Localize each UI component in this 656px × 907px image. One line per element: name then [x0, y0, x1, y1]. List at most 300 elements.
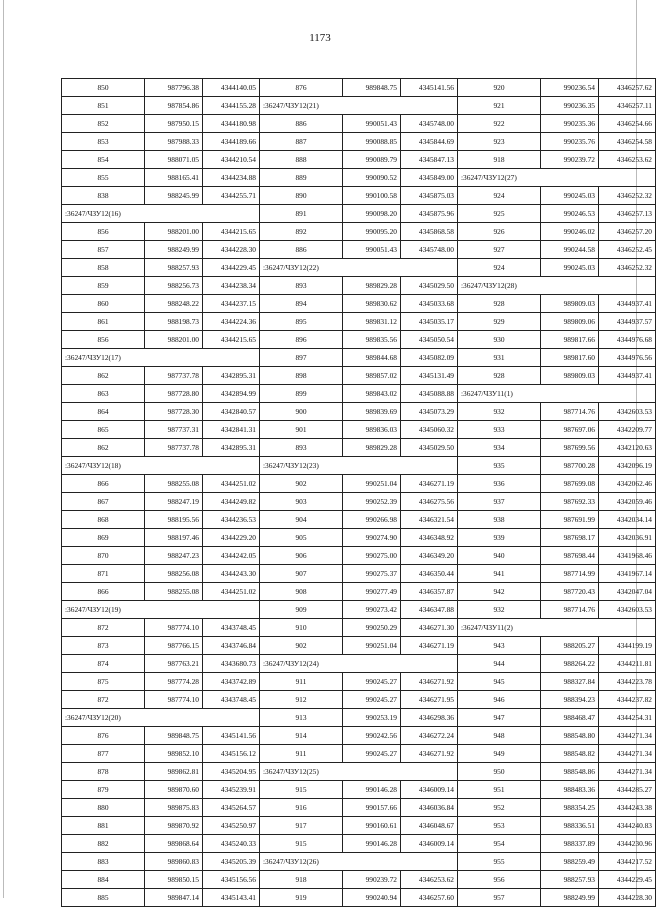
y-coordinate-cell: 4344251.02 — [203, 475, 260, 493]
x-coordinate-cell: 990235.36 — [541, 115, 599, 133]
point-number-cell: 918 — [458, 151, 541, 169]
y-coordinate-cell: 4341967.14 — [599, 565, 656, 583]
point-number-cell: 919 — [260, 889, 343, 907]
x-coordinate-cell: 990236.35 — [541, 97, 599, 115]
x-coordinate-cell: 990239.72 — [343, 871, 401, 889]
parcel-header-cell: :36247/ЧЗУ12(27) — [458, 169, 656, 187]
y-coordinate-cell: 4346348.92 — [401, 529, 458, 547]
x-coordinate-cell: 990275.00 — [343, 547, 401, 565]
point-number-cell: 944 — [458, 655, 541, 673]
point-number-cell: 923 — [458, 133, 541, 151]
y-coordinate-cell: 4345868.58 — [401, 223, 458, 241]
y-coordinate-cell: 4345029.50 — [401, 277, 458, 295]
y-coordinate-cell: 4344140.05 — [203, 79, 260, 97]
x-coordinate-cell: 989817.66 — [541, 331, 599, 349]
point-number-cell: 862 — [62, 367, 145, 385]
x-coordinate-cell: 988247.23 — [145, 547, 203, 565]
x-coordinate-cell: 987766.15 — [145, 637, 203, 655]
x-coordinate-cell: 988197.46 — [145, 529, 203, 547]
x-coordinate-cell: 989857.02 — [343, 367, 401, 385]
x-coordinate-cell: 990242.56 — [343, 727, 401, 745]
x-coordinate-cell: 990157.66 — [343, 799, 401, 817]
y-coordinate-cell: 4346271.95 — [401, 691, 458, 709]
y-coordinate-cell: 4345156.12 — [203, 745, 260, 763]
y-coordinate-cell: 4344285.27 — [599, 781, 656, 799]
y-coordinate-cell: 4342036.91 — [599, 529, 656, 547]
x-coordinate-cell: 988201.00 — [145, 331, 203, 349]
point-number-cell: 924 — [458, 259, 541, 277]
point-number-cell: 956 — [458, 871, 541, 889]
x-coordinate-cell: 990146.28 — [343, 781, 401, 799]
y-coordinate-cell: 4344251.02 — [203, 583, 260, 601]
point-number-cell: 857 — [62, 241, 145, 259]
y-coordinate-cell: 4346298.36 — [401, 709, 458, 727]
table-row — [62, 79, 656, 97]
point-number-cell: 863 — [62, 385, 145, 403]
y-coordinate-cell: 4344976.68 — [599, 331, 656, 349]
x-coordinate-cell: 988468.47 — [541, 709, 599, 727]
point-number-cell: 871 — [62, 565, 145, 583]
x-coordinate-cell: 987714.76 — [541, 403, 599, 421]
point-number-cell: 910 — [260, 619, 343, 637]
x-coordinate-cell: 988548.80 — [541, 727, 599, 745]
y-coordinate-cell: 4345143.41 — [203, 889, 260, 907]
x-coordinate-cell: 988264.22 — [541, 655, 599, 673]
table-row — [62, 187, 656, 205]
point-number-cell: 931 — [458, 349, 541, 367]
point-number-cell: 945 — [458, 673, 541, 691]
parcel-header-cell: :36247/ЧЗУ12(23) — [260, 457, 458, 475]
x-coordinate-cell: 990266.98 — [343, 511, 401, 529]
y-coordinate-cell: 4344243.30 — [203, 565, 260, 583]
y-coordinate-cell: 4344223.78 — [599, 673, 656, 691]
x-coordinate-cell: 989809.03 — [541, 367, 599, 385]
point-number-cell: 915 — [260, 835, 343, 853]
y-coordinate-cell: 4346357.87 — [401, 583, 458, 601]
y-coordinate-cell: 4344234.88 — [203, 169, 260, 187]
parcel-header-cell: :36247/ЧЗУ12(28) — [458, 277, 656, 295]
x-coordinate-cell: 987699.08 — [541, 475, 599, 493]
point-number-cell: 896 — [260, 331, 343, 349]
x-coordinate-cell: 990088.85 — [343, 133, 401, 151]
table-row — [62, 475, 656, 493]
point-number-cell: 922 — [458, 115, 541, 133]
point-number-cell: 886 — [260, 115, 343, 133]
x-coordinate-cell: 988336.51 — [541, 817, 599, 835]
y-coordinate-cell: 4344237.82 — [599, 691, 656, 709]
x-coordinate-cell: 987763.21 — [145, 655, 203, 673]
x-coordinate-cell: 989836.03 — [343, 421, 401, 439]
point-number-cell: 899 — [260, 385, 343, 403]
point-number-cell: 869 — [62, 529, 145, 547]
x-coordinate-cell: 990244.58 — [541, 241, 599, 259]
point-number-cell: 881 — [62, 817, 145, 835]
y-coordinate-cell: 4344242.05 — [203, 547, 260, 565]
point-number-cell: 878 — [62, 763, 145, 781]
x-coordinate-cell: 988256.73 — [145, 277, 203, 295]
point-number-cell: 866 — [62, 475, 145, 493]
y-coordinate-cell: 4344155.28 — [203, 97, 260, 115]
x-coordinate-cell: 987714.76 — [541, 601, 599, 619]
table-row — [62, 367, 656, 385]
point-number-cell: 929 — [458, 313, 541, 331]
x-coordinate-cell: 987774.10 — [145, 619, 203, 637]
table-row — [62, 745, 656, 763]
x-coordinate-cell: 990245.27 — [343, 745, 401, 763]
y-coordinate-cell: 4345029.50 — [401, 439, 458, 457]
point-number-cell: 928 — [458, 367, 541, 385]
table-row — [62, 151, 656, 169]
x-coordinate-cell: 989868.64 — [145, 835, 203, 853]
y-coordinate-cell: 4344229.20 — [203, 529, 260, 547]
y-coordinate-cell: 4345082.09 — [401, 349, 458, 367]
point-number-cell: 876 — [62, 727, 145, 745]
x-coordinate-cell: 989831.12 — [343, 313, 401, 331]
y-coordinate-cell: 4344937.41 — [599, 295, 656, 313]
y-coordinate-cell: 4345748.00 — [401, 115, 458, 133]
x-coordinate-cell: 988255.08 — [145, 475, 203, 493]
page-number: 1173 — [309, 32, 331, 44]
table-row — [62, 295, 656, 313]
x-coordinate-cell: 988257.93 — [541, 871, 599, 889]
y-coordinate-cell: 4342895.31 — [203, 367, 260, 385]
y-coordinate-cell: 4346272.24 — [401, 727, 458, 745]
x-coordinate-cell: 990098.20 — [343, 205, 401, 223]
table-row — [62, 853, 656, 871]
point-number-cell: 894 — [260, 295, 343, 313]
parcel-header-cell: :36247/ЧЗУ12(24) — [260, 655, 458, 673]
y-coordinate-cell: 4344255.71 — [203, 187, 260, 205]
table-row — [62, 457, 656, 475]
parcel-header-cell: :36247/ЧЗУ12(18) — [62, 457, 260, 475]
point-number-cell: 916 — [260, 799, 343, 817]
point-number-cell: 932 — [458, 403, 541, 421]
point-number-cell: 890 — [260, 187, 343, 205]
point-number-cell: 874 — [62, 655, 145, 673]
y-coordinate-cell: 4346253.62 — [401, 871, 458, 889]
x-coordinate-cell: 990240.94 — [343, 889, 401, 907]
point-number-cell: 886 — [260, 241, 343, 259]
x-coordinate-cell: 988165.41 — [145, 169, 203, 187]
point-number-cell: 902 — [260, 637, 343, 655]
x-coordinate-cell: 990245.03 — [541, 187, 599, 205]
y-coordinate-cell: 4342603.53 — [599, 403, 656, 421]
x-coordinate-cell: 988248.22 — [145, 295, 203, 313]
x-coordinate-cell: 988201.00 — [145, 223, 203, 241]
y-coordinate-cell: 4346009.14 — [401, 781, 458, 799]
y-coordinate-cell: 4345239.91 — [203, 781, 260, 799]
point-number-cell: 902 — [260, 475, 343, 493]
x-coordinate-cell: 988548.86 — [541, 763, 599, 781]
point-number-cell: 876 — [260, 79, 343, 97]
parcel-header-cell: :36247/ЧЗУ12(22) — [260, 259, 458, 277]
y-coordinate-cell: 4345748.00 — [401, 241, 458, 259]
y-coordinate-cell: 4344237.15 — [203, 295, 260, 313]
y-coordinate-cell: 4344189.66 — [203, 133, 260, 151]
point-number-cell: 858 — [62, 259, 145, 277]
table-row — [62, 133, 656, 151]
y-coordinate-cell: 4345250.97 — [203, 817, 260, 835]
x-coordinate-cell: 989852.10 — [145, 745, 203, 763]
y-coordinate-cell: 4344236.53 — [203, 511, 260, 529]
x-coordinate-cell: 988327.84 — [541, 673, 599, 691]
point-number-cell: 925 — [458, 205, 541, 223]
point-number-cell: 952 — [458, 799, 541, 817]
y-coordinate-cell: 4344228.30 — [599, 889, 656, 907]
point-number-cell: 927 — [458, 241, 541, 259]
point-number-cell: 859 — [62, 277, 145, 295]
point-number-cell: 955 — [458, 853, 541, 871]
x-coordinate-cell: 988337.89 — [541, 835, 599, 853]
x-coordinate-cell: 987692.33 — [541, 493, 599, 511]
y-coordinate-cell: 4346009.14 — [401, 835, 458, 853]
table-row — [62, 277, 656, 295]
point-number-cell: 855 — [62, 169, 145, 187]
point-number-cell: 852 — [62, 115, 145, 133]
table-row — [62, 601, 656, 619]
y-coordinate-cell: 4346350.44 — [401, 565, 458, 583]
table-row — [62, 259, 656, 277]
x-coordinate-cell: 987950.15 — [145, 115, 203, 133]
x-coordinate-cell: 987699.56 — [541, 439, 599, 457]
x-coordinate-cell: 987737.78 — [145, 439, 203, 457]
y-coordinate-cell: 4346271.30 — [401, 619, 458, 637]
y-coordinate-cell: 4344210.54 — [203, 151, 260, 169]
point-number-cell: 943 — [458, 637, 541, 655]
point-number-cell: 882 — [62, 835, 145, 853]
y-coordinate-cell: 4342096.19 — [599, 457, 656, 475]
point-number-cell: 875 — [62, 673, 145, 691]
x-coordinate-cell: 990236.54 — [541, 79, 599, 97]
y-coordinate-cell: 4345875.03 — [401, 187, 458, 205]
y-coordinate-cell: 4346275.56 — [401, 493, 458, 511]
y-coordinate-cell: 4346257.13 — [599, 205, 656, 223]
x-coordinate-cell: 987700.28 — [541, 457, 599, 475]
point-number-cell: 872 — [62, 691, 145, 709]
table-row — [62, 619, 656, 637]
point-number-cell: 926 — [458, 223, 541, 241]
y-coordinate-cell: 4342209.77 — [599, 421, 656, 439]
y-coordinate-cell: 4345156.56 — [203, 871, 260, 889]
coordinates-table-body — [62, 79, 656, 907]
point-number-cell: 893 — [260, 277, 343, 295]
y-coordinate-cell: 4345204.95 — [203, 763, 260, 781]
y-coordinate-cell: 4344240.83 — [599, 817, 656, 835]
y-coordinate-cell: 4346271.19 — [401, 637, 458, 655]
x-coordinate-cell: 990246.02 — [541, 223, 599, 241]
table-row — [62, 331, 656, 349]
x-coordinate-cell: 990090.52 — [343, 169, 401, 187]
point-number-cell: 928 — [458, 295, 541, 313]
y-coordinate-cell: 4344230.96 — [599, 835, 656, 853]
x-coordinate-cell: 990146.28 — [343, 835, 401, 853]
y-coordinate-cell: 4342059.46 — [599, 493, 656, 511]
table-row — [62, 529, 656, 547]
table-row — [62, 799, 656, 817]
x-coordinate-cell: 990089.79 — [343, 151, 401, 169]
y-coordinate-cell: 4344937.57 — [599, 313, 656, 331]
y-coordinate-cell: 4342120.63 — [599, 439, 656, 457]
x-coordinate-cell: 989843.02 — [343, 385, 401, 403]
parcel-header-cell: :36247/ЧЗУ12(16) — [62, 205, 260, 223]
x-coordinate-cell: 990239.72 — [541, 151, 599, 169]
x-coordinate-cell: 989829.28 — [343, 277, 401, 295]
table-row — [62, 97, 656, 115]
table-row — [62, 673, 656, 691]
table-row — [62, 241, 656, 259]
x-coordinate-cell: 987774.28 — [145, 673, 203, 691]
x-coordinate-cell: 988256.08 — [145, 565, 203, 583]
y-coordinate-cell: 4346253.62 — [599, 151, 656, 169]
x-coordinate-cell: 988259.49 — [541, 853, 599, 871]
point-number-cell: 862 — [62, 439, 145, 457]
x-coordinate-cell: 989848.75 — [343, 79, 401, 97]
point-number-cell: 860 — [62, 295, 145, 313]
point-number-cell: 953 — [458, 817, 541, 835]
point-number-cell: 883 — [62, 853, 145, 871]
point-number-cell: 930 — [458, 331, 541, 349]
y-coordinate-cell: 4346252.32 — [599, 259, 656, 277]
y-coordinate-cell: 4346257.60 — [401, 889, 458, 907]
point-number-cell: 913 — [260, 709, 343, 727]
y-coordinate-cell: 4345240.33 — [203, 835, 260, 853]
x-coordinate-cell: 990100.58 — [343, 187, 401, 205]
parcel-header-cell: :36247/ЧЗУ11(1) — [458, 385, 656, 403]
y-coordinate-cell: 4343746.84 — [203, 637, 260, 655]
table-row — [62, 763, 656, 781]
point-number-cell: 900 — [260, 403, 343, 421]
x-coordinate-cell: 989844.68 — [343, 349, 401, 367]
x-coordinate-cell: 988483.36 — [541, 781, 599, 799]
x-coordinate-cell: 987854.86 — [145, 97, 203, 115]
x-coordinate-cell: 990277.49 — [343, 583, 401, 601]
x-coordinate-cell: 989839.69 — [343, 403, 401, 421]
point-number-cell: 912 — [260, 691, 343, 709]
y-coordinate-cell: 4345033.68 — [401, 295, 458, 313]
x-coordinate-cell: 990274.90 — [343, 529, 401, 547]
y-coordinate-cell: 4345847.13 — [401, 151, 458, 169]
point-number-cell: 895 — [260, 313, 343, 331]
point-number-cell: 850 — [62, 79, 145, 97]
point-number-cell: 838 — [62, 187, 145, 205]
x-coordinate-cell: 987691.99 — [541, 511, 599, 529]
point-number-cell: 853 — [62, 133, 145, 151]
point-number-cell: 932 — [458, 601, 541, 619]
x-coordinate-cell: 989848.75 — [145, 727, 203, 745]
y-coordinate-cell: 4346257.20 — [599, 223, 656, 241]
y-coordinate-cell: 4346252.32 — [599, 187, 656, 205]
y-coordinate-cell: 4344180.98 — [203, 115, 260, 133]
y-coordinate-cell: 4346254.58 — [599, 133, 656, 151]
y-coordinate-cell: 4341968.46 — [599, 547, 656, 565]
point-number-cell: 887 — [260, 133, 343, 151]
y-coordinate-cell: 4343742.89 — [203, 673, 260, 691]
x-coordinate-cell: 989870.60 — [145, 781, 203, 799]
point-number-cell: 892 — [260, 223, 343, 241]
y-coordinate-cell: 4344271.34 — [599, 745, 656, 763]
x-coordinate-cell: 990245.27 — [343, 691, 401, 709]
table-row — [62, 583, 656, 601]
y-coordinate-cell: 4346347.88 — [401, 601, 458, 619]
y-coordinate-cell: 4342840.57 — [203, 403, 260, 421]
point-number-cell: 856 — [62, 223, 145, 241]
point-number-cell: 918 — [260, 871, 343, 889]
point-number-cell: 864 — [62, 403, 145, 421]
point-number-cell: 935 — [458, 457, 541, 475]
point-number-cell: 933 — [458, 421, 541, 439]
table-row — [62, 493, 656, 511]
point-number-cell: 909 — [260, 601, 343, 619]
parcel-header-cell: :36247/ЧЗУ12(20) — [62, 709, 260, 727]
point-number-cell: 885 — [62, 889, 145, 907]
point-number-cell: 867 — [62, 493, 145, 511]
point-number-cell: 898 — [260, 367, 343, 385]
table-row — [62, 385, 656, 403]
x-coordinate-cell: 987774.10 — [145, 691, 203, 709]
x-coordinate-cell: 989850.15 — [145, 871, 203, 889]
y-coordinate-cell: 4344215.65 — [203, 223, 260, 241]
table-row — [62, 115, 656, 133]
point-number-cell: 872 — [62, 619, 145, 637]
point-number-cell: 868 — [62, 511, 145, 529]
table-row — [62, 889, 656, 907]
table-row — [62, 835, 656, 853]
x-coordinate-cell: 987698.17 — [541, 529, 599, 547]
y-coordinate-cell: 4345088.88 — [401, 385, 458, 403]
table-row — [62, 781, 656, 799]
x-coordinate-cell: 989862.81 — [145, 763, 203, 781]
x-coordinate-cell: 987714.99 — [541, 565, 599, 583]
x-coordinate-cell: 990160.61 — [343, 817, 401, 835]
y-coordinate-cell: 4344228.30 — [203, 241, 260, 259]
point-number-cell: 948 — [458, 727, 541, 745]
x-coordinate-cell: 990235.76 — [541, 133, 599, 151]
x-coordinate-cell: 989860.83 — [145, 853, 203, 871]
point-number-cell: 920 — [458, 79, 541, 97]
point-number-cell: 888 — [260, 151, 343, 169]
x-coordinate-cell: 987796.38 — [145, 79, 203, 97]
x-coordinate-cell: 988249.99 — [541, 889, 599, 907]
table-row — [62, 313, 656, 331]
x-coordinate-cell: 987698.44 — [541, 547, 599, 565]
scan-edge-left — [3, 0, 4, 898]
y-coordinate-cell: 4346252.45 — [599, 241, 656, 259]
y-coordinate-cell: 4342841.31 — [203, 421, 260, 439]
table-row — [62, 691, 656, 709]
point-number-cell: 911 — [260, 745, 343, 763]
table-row — [62, 223, 656, 241]
point-number-cell: 877 — [62, 745, 145, 763]
parcel-header-cell: :36247/ЧЗУ12(26) — [260, 853, 458, 871]
y-coordinate-cell: 4342894.99 — [203, 385, 260, 403]
y-coordinate-cell: 4345073.29 — [401, 403, 458, 421]
y-coordinate-cell: 4344249.82 — [203, 493, 260, 511]
x-coordinate-cell: 990095.20 — [343, 223, 401, 241]
y-coordinate-cell: 4344199.19 — [599, 637, 656, 655]
point-number-cell: 950 — [458, 763, 541, 781]
y-coordinate-cell: 4345141.56 — [401, 79, 458, 97]
point-number-cell: 880 — [62, 799, 145, 817]
x-coordinate-cell: 989847.14 — [145, 889, 203, 907]
point-number-cell: 901 — [260, 421, 343, 439]
point-number-cell: 946 — [458, 691, 541, 709]
y-coordinate-cell: 4346048.67 — [401, 817, 458, 835]
table-row — [62, 709, 656, 727]
y-coordinate-cell: 4342895.31 — [203, 439, 260, 457]
table-row — [62, 637, 656, 655]
y-coordinate-cell: 4345141.56 — [203, 727, 260, 745]
point-number-cell: 921 — [458, 97, 541, 115]
